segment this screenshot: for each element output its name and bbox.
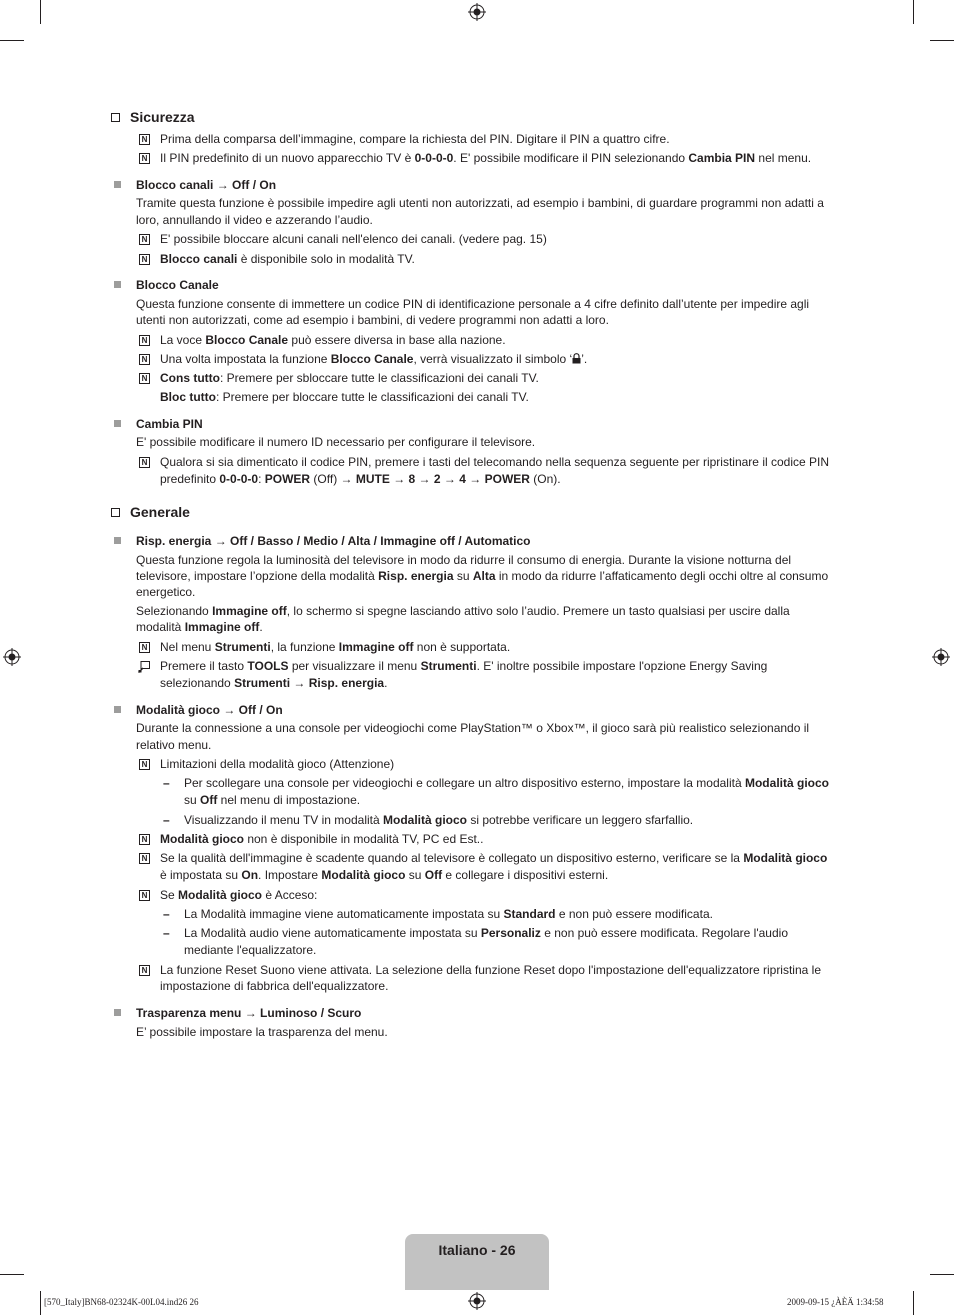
dash-bullet: – xyxy=(163,926,170,940)
registration-mark-icon xyxy=(932,648,950,666)
body-text: utenti non autorizzati, come ad esempio i bambini, di vedere programmi non adatti a loro. xyxy=(136,313,609,327)
body-text: E’ possibile impostare la trasparenza del menu. xyxy=(136,1025,388,1039)
body-text: su Off nel menu di impostazione. xyxy=(184,793,361,807)
body-text: La voce Blocco Canale può essere diversa in base alla nazione. xyxy=(160,333,506,347)
note-icon: N xyxy=(139,373,150,384)
item-heading: Trasparenza menu → Luminoso / Scuro xyxy=(136,1006,362,1020)
body-text: Questa funzione consente di immettere un codice PIN di identificazione personale a 4 cifre definito dall’utente per impedire agli xyxy=(136,297,810,311)
note-icon: N xyxy=(139,153,150,164)
checkbox-bullet-icon xyxy=(111,508,120,517)
lock-icon xyxy=(572,353,581,364)
body-text: Bloc tutto: Premere per bloccare tutte le classificazioni dei canali TV. xyxy=(160,390,529,404)
body-text: Modalità gioco non è disponibile in modalità TV, PC ed Est.. xyxy=(160,832,484,846)
checkbox-bullet-icon xyxy=(111,113,120,122)
body-text: E' possibile bloccare alcuni canali nell'elenco dei canali. (vedere pag. 15) xyxy=(160,232,547,246)
body-text: Per scollegare una console per videogiochi e collegare un altro dispositivo esterno, impostare la modalità Modalità gioco xyxy=(184,776,829,790)
body-text: modalità Immagine off. xyxy=(136,620,263,634)
note-icon: N xyxy=(139,965,150,976)
note-icon: N xyxy=(139,642,150,653)
note-icon: N xyxy=(139,853,150,864)
registration-mark-icon xyxy=(468,1292,486,1310)
note-icon: N xyxy=(139,134,150,145)
body-text: Durante la connessione a una console per videogiochi come PlayStation™ o Xbox™, il gioco sarà più realistico selezionando il xyxy=(136,721,810,735)
page-number: Italiano - 26 xyxy=(438,1242,516,1258)
body-text: Qualora si sia dimenticato il codice PIN, premere i tasti del telecomando nella sequenza seguente per ripristinare il codice PIN xyxy=(160,455,830,469)
body-text: E' possibile modificare il numero ID necessario per configurare il televisore. xyxy=(136,435,536,449)
square-bullet-icon xyxy=(114,537,121,544)
square-bullet-icon xyxy=(114,281,121,288)
square-bullet-icon xyxy=(114,706,121,713)
body-text: Questa funzione regola la luminosità del televisore in modo da ridurre il consumo di energia. Durante la visione notturna del xyxy=(136,553,792,567)
note-icon: N xyxy=(139,759,150,770)
note-icon: N xyxy=(139,234,150,245)
print-slug-right: 2009-09-15 ¿ÀÈÄ 1:34:58 xyxy=(787,1297,884,1307)
section-title-generale: Generale xyxy=(111,504,190,521)
body-text: predefinito 0-0-0-0: POWER (Off) → MUTE → 8 → 2 → 4 → POWER (On). xyxy=(160,472,561,486)
note-icon: N xyxy=(139,335,150,346)
body-text: La Modalità immagine viene automaticamente impostata su Standard e non può essere modificata. xyxy=(184,907,713,921)
body-text: Blocco canali è disponibile solo in modalità TV. xyxy=(160,252,415,266)
body-text: televisore, impostare l’opzione della modalità Risp. energia su Alta in modo da ridurre l’affaticamento degli occhi oltre al consumo xyxy=(136,569,829,583)
crop-mark xyxy=(40,0,41,24)
body-text: loro, annullando il video e azzerando l’audio. xyxy=(136,213,373,227)
body-text: energetico. xyxy=(136,585,196,599)
body-text: Una volta impostata la funzione Blocco Canale, verrà visualizzato il simbolo ‘ ’. xyxy=(160,352,588,366)
body-text: La Modalità audio viene automaticamente impostata su Personaliz e non può essere modificata. Regolare l'audio xyxy=(184,926,788,940)
item-heading: Blocco canali → Off / On xyxy=(136,178,277,192)
section-title-sicurezza: Sicurezza xyxy=(111,109,195,126)
crop-mark xyxy=(930,1274,954,1275)
note-icon: N xyxy=(139,834,150,845)
body-text: La funzione Reset Suono viene attivata. La selezione della funzione Reset dopo l'impostazione dell'equalizzatore ripristina le xyxy=(160,963,821,977)
registration-mark-icon xyxy=(468,3,486,21)
crop-mark xyxy=(0,1274,24,1275)
crop-mark xyxy=(913,0,914,24)
body-text: Selezionando Immagine off, lo schermo si spegne lasciando attivo solo l’audio. Premere un tasto qualsiasi per uscire dalla xyxy=(136,604,790,618)
body-text: Premere il tasto TOOLS per visualizzare il menu Strumenti. E' inoltre possibile impostare l'opzione Energy Saving xyxy=(160,659,768,673)
body-text: Il PIN predefinito di un nuovo apparecchio TV è 0-0-0-0. E' possibile modificare il PIN selezionando Cambia PIN nel menu. xyxy=(160,151,812,165)
body-text: Nel menu Strumenti, la funzione Immagine off non è supportata. xyxy=(160,640,511,654)
square-bullet-icon xyxy=(114,420,121,427)
square-bullet-icon xyxy=(114,181,121,188)
body-text: è impostata su On. Impostare Modalità gioco su Off e collegare i dispositivi esterni. xyxy=(160,868,609,882)
body-text: mediante l'equalizzatore. xyxy=(184,943,317,957)
dash-bullet: – xyxy=(163,813,170,827)
item-heading: Cambia PIN xyxy=(136,417,203,431)
body-text: selezionando Strumenti → Risp. energia. xyxy=(160,676,388,690)
square-bullet-icon xyxy=(114,1009,121,1016)
crop-mark xyxy=(40,1291,41,1315)
body-text: Cons tutto: Premere per sbloccare tutte le classificazioni dei canali TV. xyxy=(160,371,539,385)
item-heading: Blocco Canale xyxy=(136,278,219,292)
note-icon: N xyxy=(139,457,150,468)
body-text: Limitazioni della modalità gioco (Attenzione) xyxy=(160,757,395,771)
body-text: Prima della comparsa dell’immagine, compare la richiesta del PIN. Digitare il PIN a quattro cifre. xyxy=(160,132,670,146)
body-text: Tramite questa funzione è possibile impedire agli utenti non autorizzati, ad esempio i bambini, di guardare programmi non adatti a xyxy=(136,196,824,210)
crop-mark xyxy=(930,40,954,41)
body-text: relativo menu. xyxy=(136,738,212,752)
body-text: Visualizzando il menu TV in modalità Modalità gioco si potrebbe verificare un leggero sfarfallio. xyxy=(184,813,694,827)
crop-mark xyxy=(0,40,24,41)
body-text: impostazione di fabbrica dell'equalizzatore. xyxy=(160,979,389,993)
print-slug-left: [570_Italy]BN68-02324K-00L04.ind26 26 xyxy=(44,1297,199,1307)
note-icon: N xyxy=(139,254,150,265)
note-icon: N xyxy=(139,354,150,365)
crop-mark xyxy=(913,1291,914,1315)
dash-bullet: – xyxy=(163,907,170,921)
dash-bullet: – xyxy=(163,776,170,790)
item-heading: Modalità gioco → Off / On xyxy=(136,703,283,717)
note-icon: N xyxy=(139,890,150,901)
item-heading: Risp. energia → Off / Basso / Medio / Alta / Immagine off / Automatico xyxy=(136,534,531,548)
registration-mark-icon xyxy=(3,648,21,666)
body-text: Se la qualità dell'immagine è scadente quando al televisore è collegato un dispositivo esterno, verificare se la Modalità gioco xyxy=(160,851,828,865)
tools-icon xyxy=(138,661,150,673)
body-text: Se Modalità gioco è Acceso: xyxy=(160,888,318,902)
